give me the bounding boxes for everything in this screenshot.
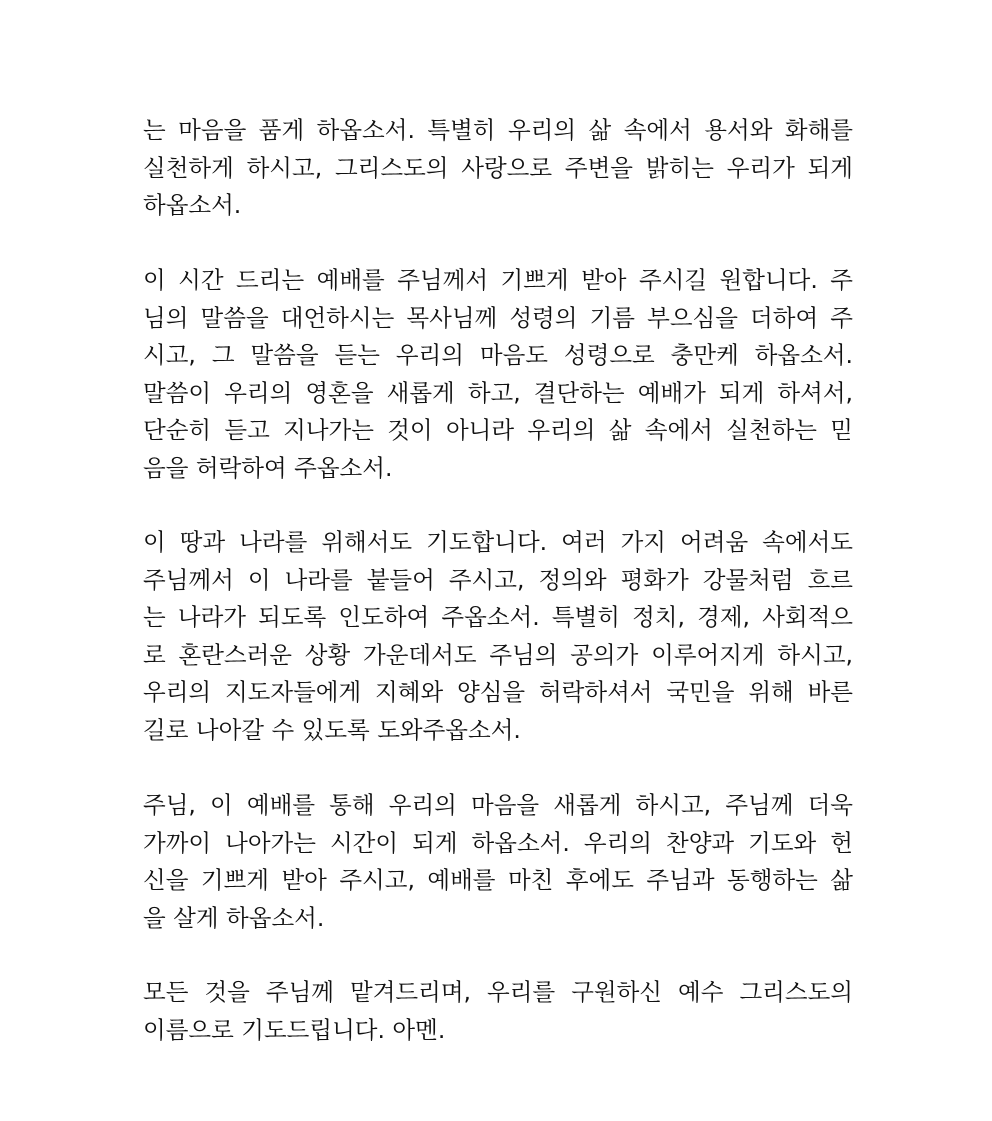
- paragraph-4: [143, 787, 853, 937]
- text-line: 말씀이 우리의 영혼을 새롭게 하고, 결단하는 예배가 되게 하셔서,: [143, 378, 853, 407]
- text-line: 모든 것을 주님께 맡겨드리며, 우리를 구원하신 예수 그리스도의: [143, 978, 853, 1006]
- paragraph-1: [143, 112, 853, 225]
- text-line: 우리의 지도자들에게 지혜와 양심을 허락하셔서 국민을 위해 바른: [143, 678, 853, 707]
- text-line: 로 혼란스러운 상황 가운데서도 주님의 공의가 이루어지게 하시고,: [143, 640, 853, 669]
- text-line: 가까이 나아가는 시간이 되게 하옵소서. 우리의 찬양과 기도와 헌: [143, 828, 853, 857]
- text-line: 주님께서 이 나라를 붙들어 주시고, 정의와 평화가 강물처럼 흐르: [143, 565, 853, 594]
- text-line: 음을 허락하여 주옵소서.: [143, 453, 393, 482]
- text-line: 는 마음을 품게 하옵소서. 특별히 우리의 삶 속에서 용서와 화해를: [143, 116, 853, 144]
- paragraph-3: [143, 524, 853, 750]
- text-line: 신을 기쁘게 받아 주시고, 예배를 마친 후에도 주님과 동행하는 삶: [143, 866, 853, 895]
- text-line: 는 나라가 되도록 인도하여 주옵소서. 특별히 정치, 경제, 사회적으: [143, 603, 853, 632]
- text-line: 길로 나아갈 수 있도록 도와주옵소서.: [143, 715, 521, 744]
- text-line: 하옵소서.: [143, 191, 242, 220]
- paragraph-5: [143, 974, 853, 1049]
- text-line: 주님, 이 예배를 통해 우리의 마음을 새롭게 하시고, 주님께 더욱: [143, 791, 853, 819]
- text-line: 이 시간 드리는 예배를 주님께서 기쁘게 받아 주시길 원합니다. 주: [143, 266, 853, 294]
- text-line: 이름으로 기도드립니다. 아멘.: [143, 1015, 446, 1044]
- text-line: 님의 말씀을 대언하시는 목사님께 성령의 기름 부으심을 더하여 주: [143, 303, 853, 332]
- text-line: 실천하게 하시고, 그리스도의 사랑으로 주변을 밝히는 우리가 되게: [143, 153, 853, 182]
- text-line: 단순히 듣고 지나가는 것이 아니라 우리의 삶 속에서 실천하는 믿: [143, 416, 853, 445]
- paragraph-2: [143, 262, 853, 488]
- text-line: 이 땅과 나라를 위해서도 기도합니다. 여러 가지 어려움 속에서도: [143, 528, 853, 556]
- text-line: 시고, 그 말씀을 듣는 우리의 마음도 성령으로 충만케 하옵소서.: [143, 341, 853, 370]
- text-line: 을 살게 하옵소서.: [143, 903, 325, 932]
